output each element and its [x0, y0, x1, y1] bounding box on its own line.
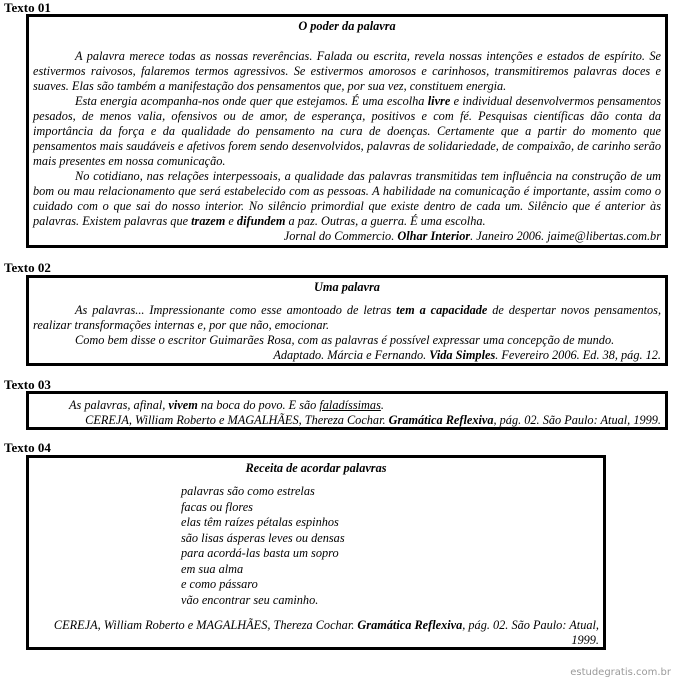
bold-run: livre — [427, 94, 451, 108]
texto-04-title: Receita de acordar palavras — [245, 461, 387, 475]
bold-run: Gramática Reflexiva — [388, 413, 494, 427]
text-run: No cotidiano, nas relações interpessoais, a qualidade das palavras transmitidas tem influência na construção de um bom ou mau relacionamento que será estabelecido com as pessoas. A habilidade na comunicação é importante, assim como o cuidado com o que sai do nosso interior. No silêncio primordial que existe dentro de cada um. Silêncio que é anterior às palavras. Existem palavras que — [33, 169, 661, 228]
underlined-run: faladíssimas — [319, 398, 381, 412]
text-run: . Janeiro 2006. jaime@libertas.com.br — [470, 229, 661, 243]
poem-line: elas têm raízes pétalas espinhos — [181, 515, 339, 529]
text-run: CEREJA, William Roberto e MAGALHÃES, Thereza Cochar. — [85, 413, 389, 427]
bold-run: Vida Simples — [429, 348, 496, 362]
poem-line: para acordá-las basta um sopro — [181, 546, 339, 560]
bold-run: difundem — [236, 214, 286, 228]
spacer — [33, 34, 661, 49]
texto-01-paragraph-3 — [33, 169, 661, 229]
bold-run: Olhar Interior — [397, 229, 471, 243]
poem-line: vão encontrar seu caminho. — [181, 592, 319, 607]
texto-01-label: Texto 01 — [4, 0, 51, 15]
bold-run: vivem — [168, 398, 198, 412]
texto-03-source — [33, 413, 661, 428]
text-run: As palavras... Impressionante como esse amontoado de letras — [75, 303, 397, 317]
poem-line: e como pássaro — [181, 577, 258, 591]
text-run: . Fevereiro 2006. Ed. 38, pág. 12. — [495, 348, 661, 362]
poem-line: em sua alma — [181, 561, 244, 576]
text-run: na boca do povo. E são — [197, 398, 320, 412]
texto-03-line — [33, 398, 661, 413]
texto-02-source — [33, 348, 661, 363]
texto-04-poem — [181, 484, 599, 608]
texto-01-paragraph-2 — [33, 94, 661, 169]
bold-run: trazem — [191, 214, 226, 228]
texto-04-label: Texto 04 — [4, 440, 51, 455]
texto-02-paragraph-1 — [33, 303, 661, 333]
texto-02-title: Uma palavra — [314, 280, 380, 294]
poem-line: facas ou flores — [181, 499, 253, 514]
texto-03-box — [26, 391, 668, 430]
poem-line: são lisas ásperas leves ou densas — [181, 530, 345, 545]
spacer — [33, 295, 661, 303]
text-run: , pág. 02. São Paulo: Atual, 1999. — [493, 413, 661, 427]
text-run: a paz. Outras, a guerra. É uma escolha. — [285, 214, 486, 228]
texto-02-box — [26, 275, 668, 366]
text-run: de despertar novos pensamentos, realizar transformações internas e, por que não, emocionar. — [33, 303, 662, 332]
text-run: e — [225, 214, 237, 228]
bold-run: Gramática Reflexiva — [357, 618, 463, 632]
texto-01-box — [26, 14, 668, 248]
poem-line: palavras são como estrelas — [181, 484, 315, 498]
text-run: Adaptado. Márcia e Fernando. — [273, 348, 430, 362]
texto-03-label: Texto 03 — [4, 377, 51, 392]
texto-02-paragraph-2: Como bem disse o escritor Guimarães Rosa, com as palavras é possível expressar uma concepção de mundo. — [75, 333, 615, 347]
text-run: As palavras, afinal, — [69, 398, 169, 412]
text-run: CEREJA, William Roberto e MAGALHÃES, Thereza Cochar. — [53, 618, 358, 632]
texto-04-box — [26, 455, 606, 650]
text-run: . — [380, 398, 384, 412]
texto-01-title: O poder da palavra — [298, 19, 396, 33]
texto-01-source — [33, 229, 661, 244]
texto-02-label: Texto 02 — [4, 260, 51, 275]
text-run: Esta energia acompanha-nos onde quer que estejamos. É uma escolha — [75, 94, 428, 108]
text-run: e individual desenvolvermos pensamentos pesados, de menos valia, ofensivos ou de amor, de esperança, positivos e com fé. Pesquisas científicas dão conta da importância da força e da qualidade do pensamento na cura de doenças. Certamente que a partir do momento que pensamentos mais saudáveis e afetivos forem sendo desenvolvidos, palavras de solidariedade, de compaixão, de carinho serão mais presentes em nossa comunicação. — [33, 94, 661, 168]
bold-run: tem a capacidade — [396, 303, 488, 317]
text-run: Jornal do Commercio. — [283, 229, 398, 243]
text-run: , pág. 02. São Paulo: Atual, 1999. — [462, 618, 599, 647]
watermark: estudegratis.com.br — [570, 667, 671, 678]
texto-04-source — [33, 618, 599, 648]
texto-01-paragraph-1: A palavra merece todas as nossas reverências. Falada ou escrita, revela nossas intenções e estados de espírito. Se estivermos raivosos, falaremos termos agressivos. Se estivermos amorosos e carinhosos, transmitiremos palavras doces e suaves. Elas são também a manifestação dos pensamentos que, por sua vez, constituem energia. — [33, 49, 661, 93]
